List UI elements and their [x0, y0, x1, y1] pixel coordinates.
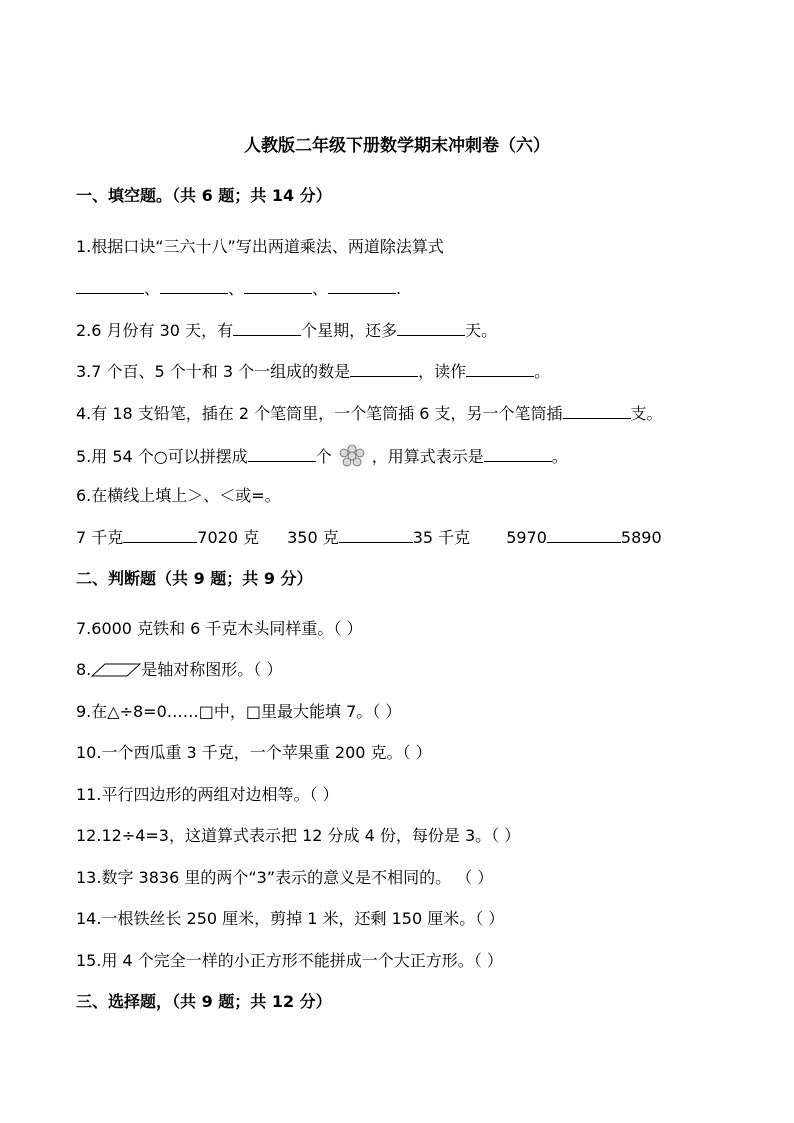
answer-blank[interactable]	[466, 361, 534, 377]
section-true-false: 二、判断题（共 9 题；共 9 分）	[76, 569, 313, 588]
answer-blank[interactable]	[339, 527, 413, 543]
answer-blank[interactable]	[328, 278, 396, 294]
question-3: 3.7 个百、5 个十和 3 个一组成的数是 ，读作 。	[76, 362, 551, 381]
section-multiple-choice: 三、选择题，（共 9 题；共 12 分）	[76, 992, 332, 1011]
question-11: 11.平行四边形的两组对边相等。（ ）	[76, 785, 339, 804]
question-8: 8. 是轴对称图形。（ ）	[76, 660, 283, 679]
answer-blank[interactable]	[233, 320, 301, 336]
question-4: 4.有 18 支铅笔，插在 2 个笔筒里，一个笔筒插 6 支，另一个笔筒插 支。	[76, 404, 663, 423]
question-10: 10.一个西瓜重 3 千克，一个苹果重 200 克。（ ）	[76, 743, 432, 762]
answer-blank[interactable]	[244, 278, 312, 294]
answer-blank[interactable]	[123, 527, 197, 543]
question-7: 7.6000 克铁和 6 千克木头同样重。（ ）	[76, 619, 363, 638]
flower-icon	[338, 444, 366, 468]
question-6: 6.在横线上填上＞、＜或=。	[76, 486, 281, 505]
question-12: 12.12÷4=3，这道算式表示把 12 分成 4 份，每份是 3。（ ）	[76, 826, 521, 845]
question-1: 1.根据口诀“三六十八”写出两道乘法、两道除法算式	[76, 237, 444, 256]
answer-blank[interactable]	[160, 278, 228, 294]
question-9: 9.在△÷8=0……□中，□里最大能填 7。（ ）	[76, 702, 402, 721]
question-2: 2.6 月份有 30 天，有 个星期，还多 天。	[76, 321, 498, 340]
question-5: 5.用 54 个○可以拼摆成 个 ，用算式表示是 。	[76, 444, 568, 468]
answer-blank[interactable]	[248, 446, 316, 462]
parallelogram-icon	[91, 662, 141, 678]
page-title: 人教版二年级下册数学期末冲刺卷（六）	[244, 136, 550, 156]
question-13: 13.数字 3836 里的两个“3”表示的意义是不相同的。 （ ）	[76, 868, 494, 887]
answer-blank[interactable]	[397, 320, 465, 336]
question-1-answers: 、 、 、 .	[76, 278, 401, 299]
question-6-comparisons: 7 千克 7020 克 350 克 35 千克 5970 5890	[76, 528, 662, 547]
answer-blank[interactable]	[350, 361, 418, 377]
answer-blank[interactable]	[76, 278, 144, 294]
question-15: 15.用 4 个完全一样的小正方形不能拼成一个大正方形。（ ）	[76, 951, 503, 970]
answer-blank[interactable]	[563, 403, 631, 419]
question-14: 14.一根铁丝长 250 厘米，剪掉 1 米，还剩 150 厘米。（ ）	[76, 909, 505, 928]
answer-blank[interactable]	[484, 446, 552, 462]
section-fill-in: 一、填空题。（共 6 题；共 14 分）	[76, 186, 332, 205]
answer-blank[interactable]	[547, 527, 621, 543]
